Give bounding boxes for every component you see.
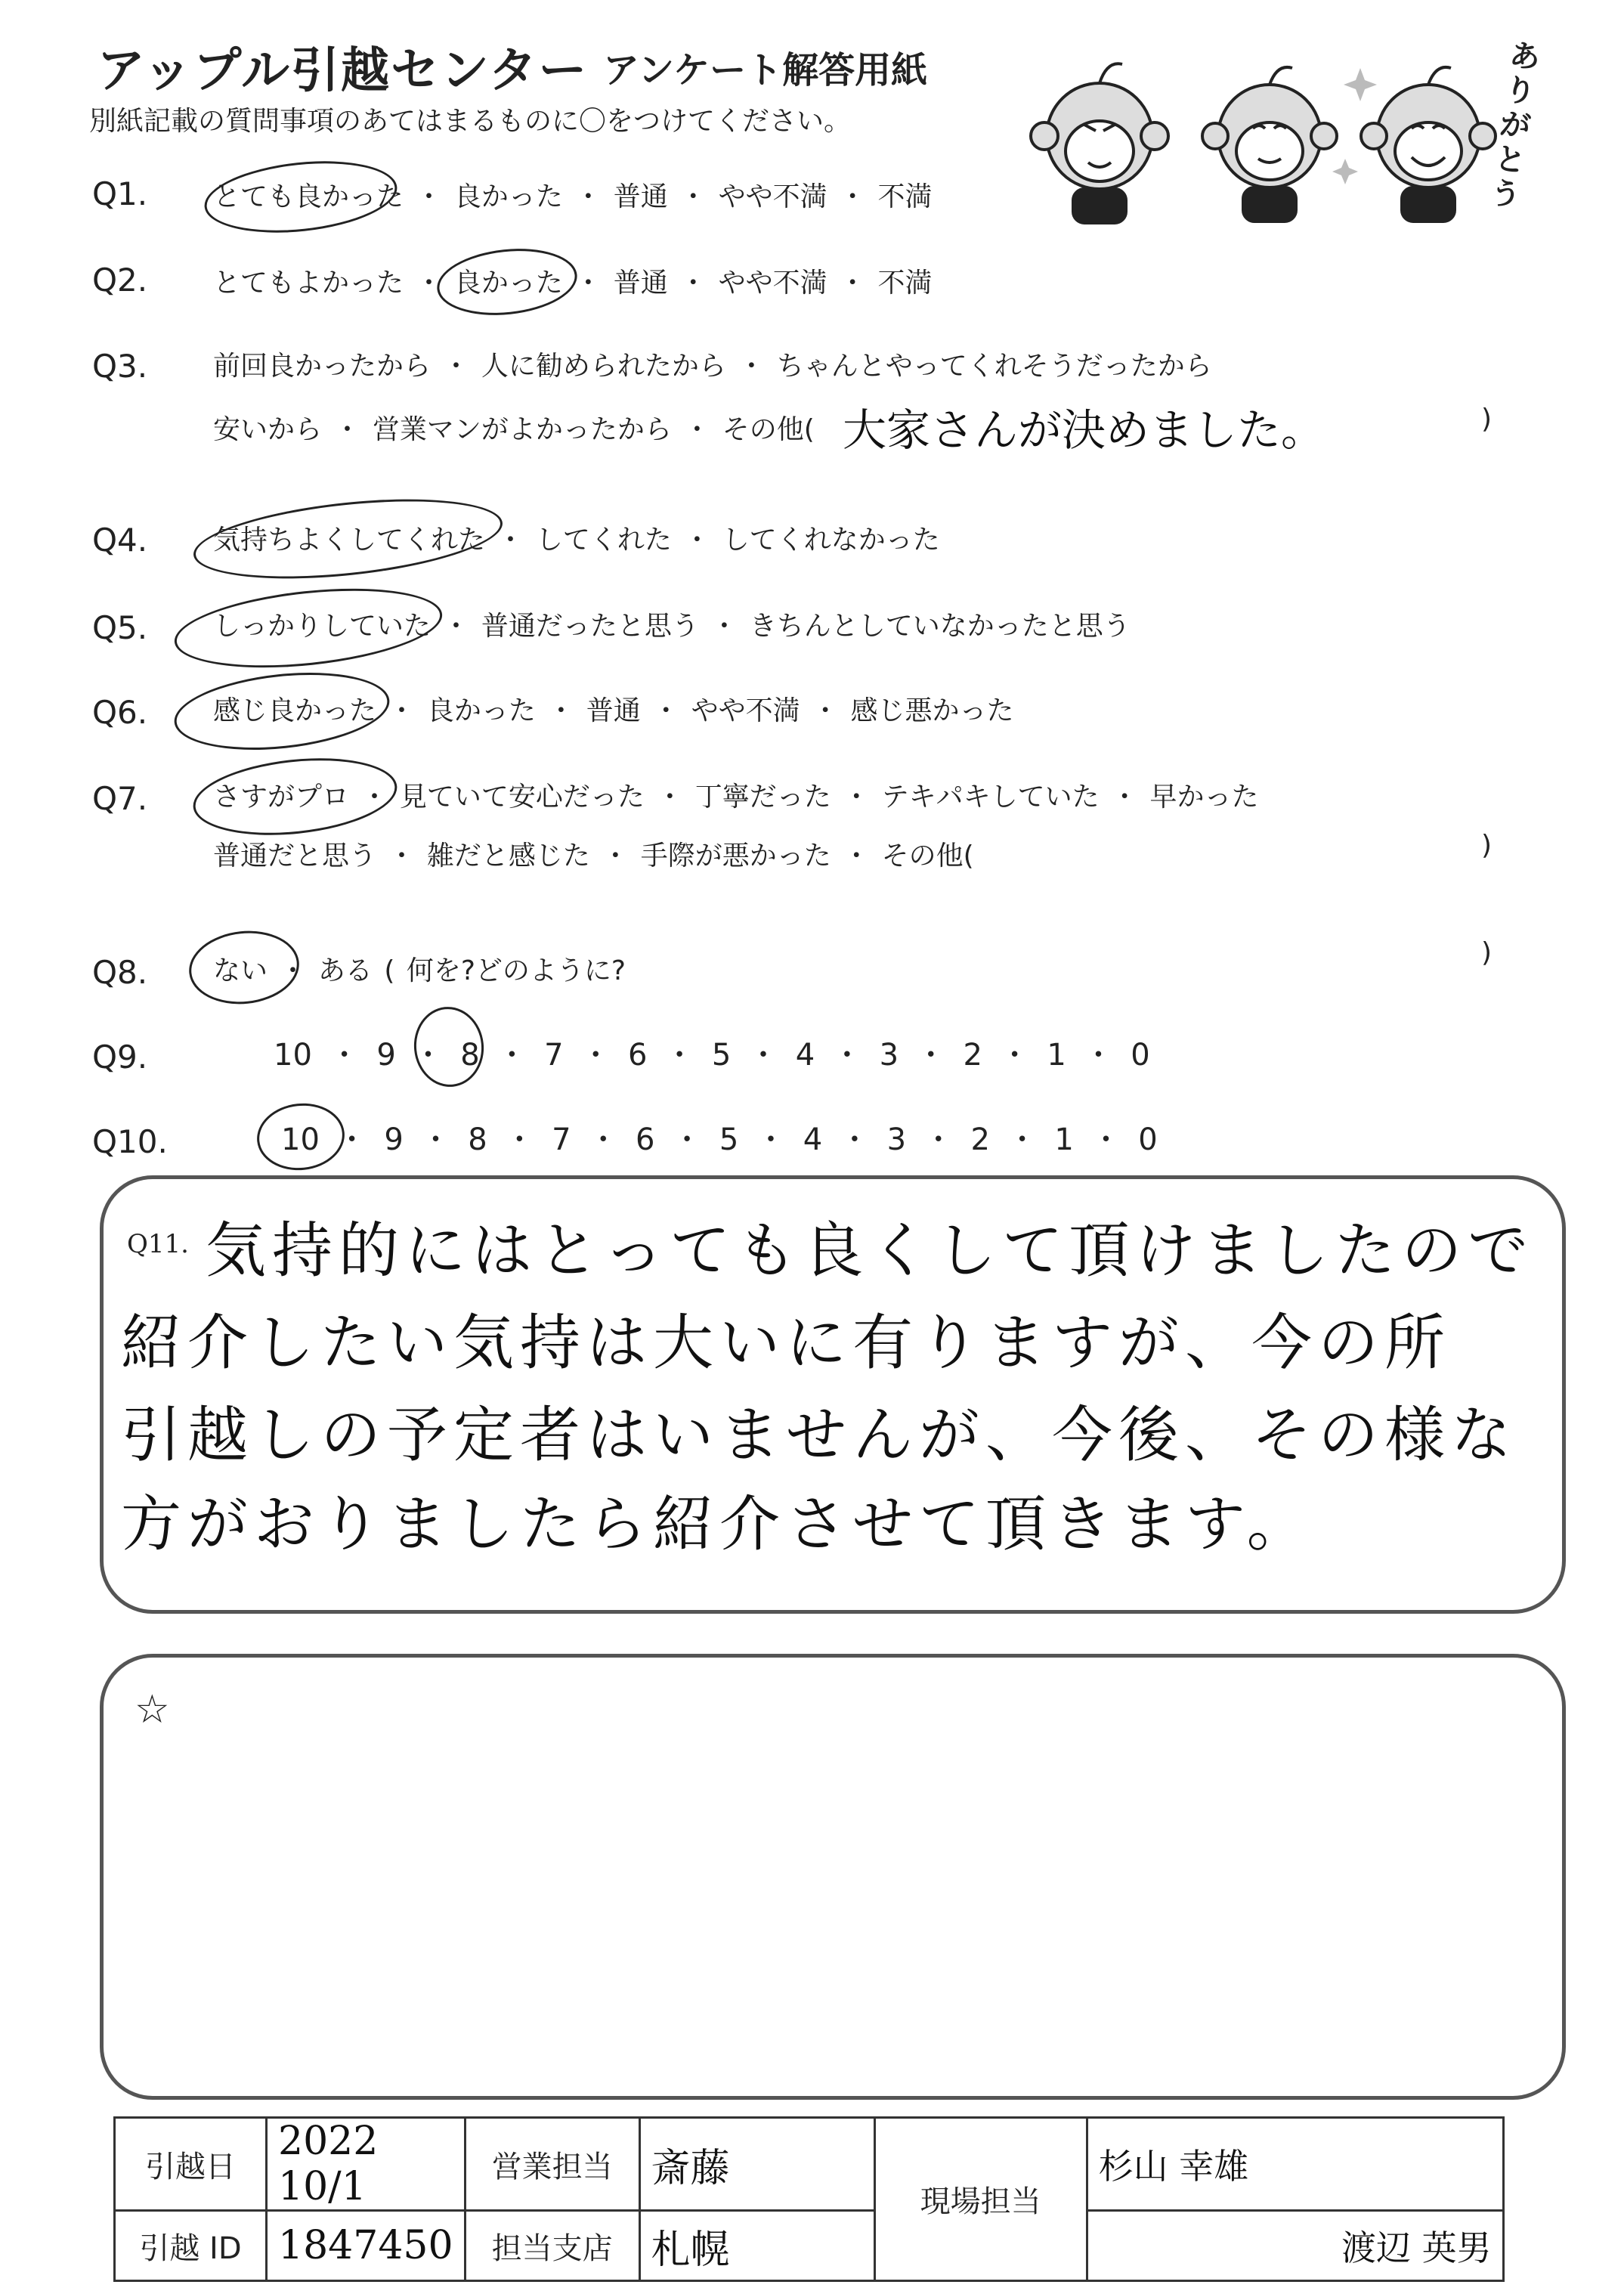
q8-selection-circle [185,926,302,1010]
form-title: アンケート解答用紙 [603,49,928,91]
q3-other-answer: 大家さんが決めました。 [843,404,1325,456]
branch-label: 担当支店 [465,2211,639,2281]
q11-line-3: 引越しの予定者はいませんが、今後、その様な [121,1400,1517,1470]
q9-selection-circle [410,1003,488,1090]
q8-label: Q8. [92,954,148,991]
q7-options-line2: 普通だと思う ・ 雑だと感じた ・ 手際が悪かった ・ その他( [213,841,974,871]
move-id-value: 1847450 [267,2211,466,2281]
arigatou-text: ありがとう [1488,37,1542,215]
q3-label: Q3. [92,348,148,385]
q4-options: 気持ちよくしてくれた ・ してくれた ・ してくれなかった [213,525,940,556]
monkey-mascot-center [1202,67,1337,221]
branch-value: 札幌 [639,2211,874,2281]
q7-selection-circle [190,749,401,844]
site-staff-value-1: 杉山 幸雄 [1087,2118,1503,2211]
q11-line-2: 紹介したい気持は大いに有りますが、今の所 [121,1308,1451,1378]
q3-options-line2: 安いから ・ 営業マンがよかったから ・ その他( [213,414,815,445]
move-date-label: 引越日 [115,2118,267,2211]
company-title: アップル引越センター [97,43,589,99]
site-staff-value-2: 渡辺 英男 [1087,2211,1503,2281]
instruction-text: 別紙記載の質問事項のあてはまるものに〇をつけてください。 [89,106,852,137]
q1-selection-circle [201,153,401,241]
q7-options-line1: さすがプロ ・ 見ていて安心だった ・ 丁寧だった ・ テキパキしていた ・ 早かった [213,782,1259,813]
q4-label: Q4. [92,522,148,559]
sales-staff-label: 営業担当 [465,2118,639,2211]
star-icon: ☆ [135,1687,170,1732]
move-date-value: 2022 10/1 [267,2118,466,2211]
q10-label: Q10. [92,1123,168,1160]
q7-close-paren: ) [1481,830,1493,861]
q11-label: Q11. [127,1229,189,1259]
q10-scale: 10 ・ 9 ・ 8 ・ 7 ・ 6 ・ 5 ・ 4 ・ 3 ・ 2 ・ 1 ・ 0 [281,1122,1158,1157]
q11-line-1: 気持的にはとっても良くして頂けましたので [206,1215,1535,1286]
q11-line-4: 方がおりましたら紹介させて頂きます。 [121,1489,1313,1559]
move-id-label: 引越 ID [115,2211,267,2281]
q3-close-paren: ) [1481,404,1493,435]
q2-label: Q2. [92,262,148,299]
monkey-mascot-left [1031,63,1168,223]
site-staff-label: 現場担当 [874,2118,1087,2281]
q5-selection-circle [171,577,446,680]
q10-selection-circle [254,1099,348,1175]
q4-selection-circle [190,487,506,591]
q3-options-line1: 前回良かったから ・ 人に勧められたから ・ ちゃんとやってくれそうだったから [213,351,1212,382]
q1-label: Q1. [92,175,148,212]
q2-selection-circle [434,243,580,322]
sales-staff-value: 斎藤 [639,2118,874,2211]
q5-options: しっかりしていた ・ 普通だったと思う ・ きちんとしていなかったと思う [213,611,1131,642]
monkey-mascot-right [1361,67,1496,221]
free-notes-box [100,1654,1566,2100]
q6-selection-circle [171,663,394,759]
q8-options: ない ・ ある ( 何を?どのように? [213,955,626,986]
q7-label: Q7. [92,780,148,817]
q8-close-paren: ) [1481,937,1493,968]
q9-label: Q9. [92,1039,148,1076]
monkey-mascots-illustration [1028,30,1511,234]
q6-label: Q6. [92,694,148,731]
move-info-table [113,2116,1505,2282]
q2-options: とてもよかった ・ 良かった ・ 普通 ・ やや不満 ・ 不満 [213,268,933,299]
q5-label: Q5. [92,609,148,646]
q6-options: 感じ良かった ・ 良かった ・ 普通 ・ やや不満 ・ 感じ悪かった [213,695,1014,726]
q1-options: とても良かった ・ 良かった ・ 普通 ・ やや不満 ・ 不満 [213,181,933,212]
q9-scale: 10 ・ 9 ・ 8 ・ 7 ・ 6 ・ 5 ・ 4 ・ 3 ・ 2 ・ 1 ・ 0 [274,1038,1150,1073]
